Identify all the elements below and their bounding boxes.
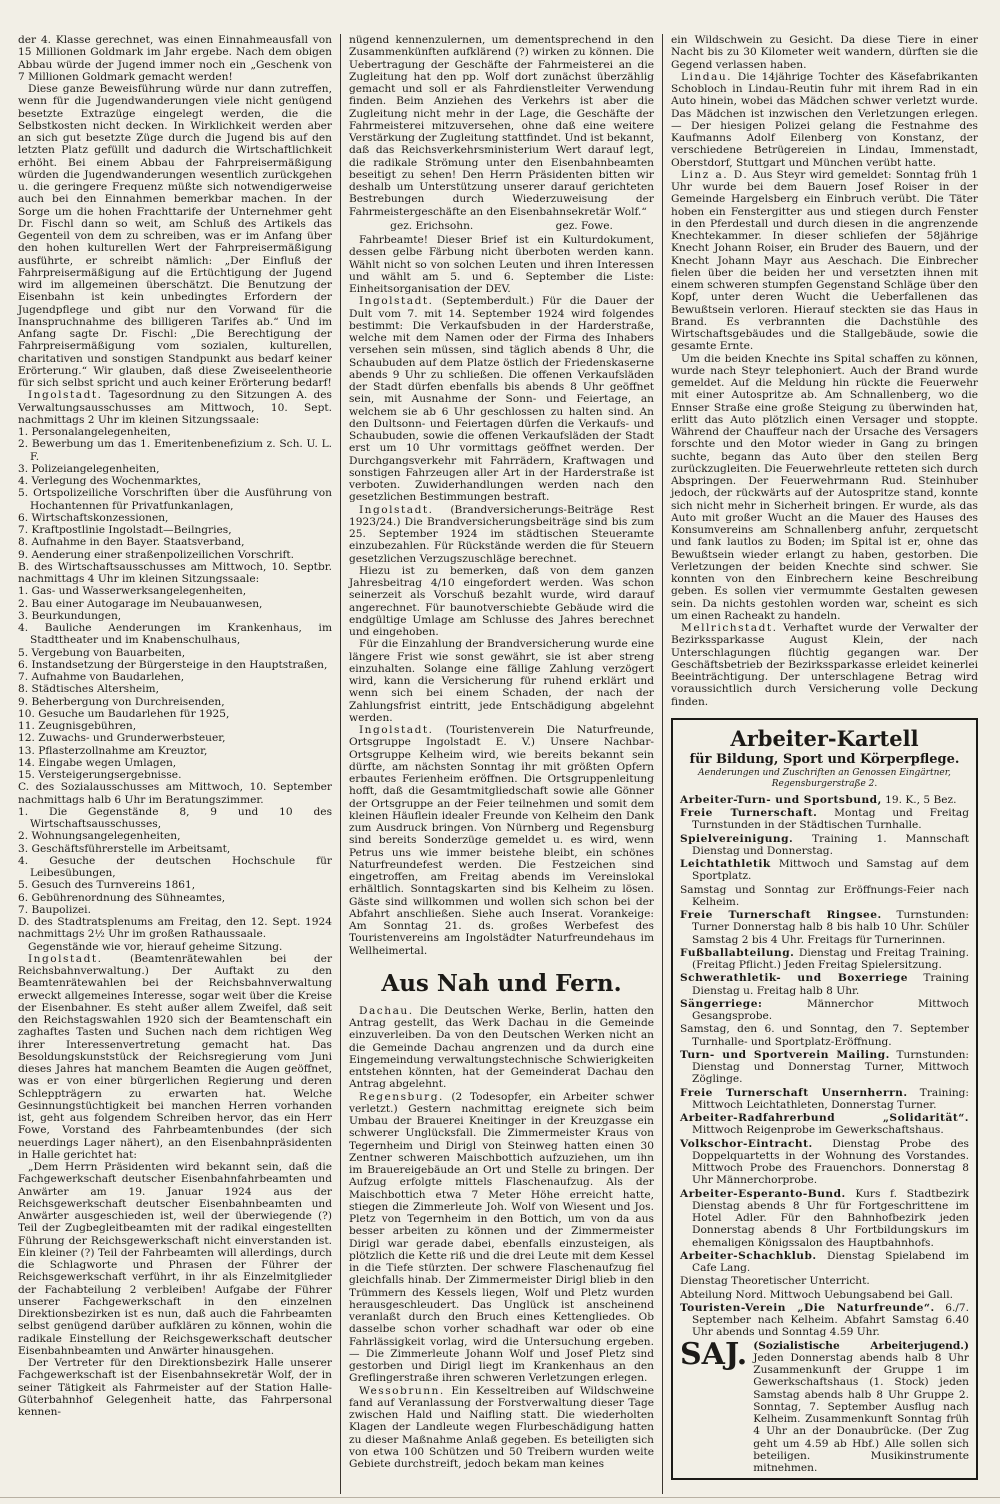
kartell-entry [680, 884, 969, 909]
article-wessobrunn: Wessobrunn. Ein Kesseltreiben auf Wildschweine fand auf Veranlassung der Forstverwaltung dieser Tage zwischen Hald und Naifling statt. Die wiederholten Klagen der Landleute wegen Flurbeschädigung hatten zu dieser Maßnahme Anlaß gegeben. Es beteiligten sich von etwa 100 Schützen und 50 Treibern wurden weite Gebiete durchstreift, jedoch bekam man keines [349, 1384, 654, 1470]
agenda-tail: Gegenstände wie vor, hierauf geheime Sitzung. [28, 940, 283, 953]
paragraph: Hiezu ist zu bemerken, daß von dem ganzen Jahresbeitrag 4/10 eingefordert werden. Was schon seinerzeit als Vorschuß bezahlt wurde, wird darauf angerechnet. Für baunotverschiebte Gebäude wird die endgültige Umlage am Schlusse des Jahres berechnet und eingehoben. [349, 564, 654, 638]
list-item: 12. Zuwachs- und Grunderwerbsteuer, [18, 732, 226, 745]
kartell-entry-text: Kurs f. Stadtbezirk Dienstag abends 8 Uhr für Fortgeschrittene im Hotel Adler. Für den Bahnhofbezirk jeden Donnerstag abends 8 Uhr Fortbildungskurs im ehemaligen Königssalon des Hauptbahnhofs. [692, 1187, 969, 1249]
dateline: Lindau. [681, 70, 733, 83]
list-item: 11. Zeugnisgebühren, [18, 720, 137, 732]
kartell-entry-text: Männerchor Mittwoch Gesangsprobe. [692, 997, 969, 1022]
agenda-list-c [18, 806, 332, 916]
kartell-entry-text: Dienstag Probe des Doppelquartetts in der Wohnung des Vorstandes. Mittwoch Probe des Frauenchors. Donnerstag 8 Uhr Männerchorprobe. [692, 1137, 969, 1187]
saj-org: (Sozialistische Arbeiterjugend.) [753, 1339, 969, 1352]
kartell-entry-org: Arbeiter-Esperanto-Bund. [680, 1187, 846, 1200]
article-brand: Ingolstadt. (Brandversicherungs-Beiträge Rest 1923/24.) Die Brandversicherungsbeiträge sind bis zum 25. September 1924 im städtischen Steueramte einzubezahlen. Für Rückstände werden die für Steuern gesetzlichen Verzugszuschläge berechnet. [349, 503, 654, 565]
kartell-entry [680, 1188, 969, 1249]
article-lindau: Lindau. Die 14jährige Tochter des Käsefabrikanten Schobloch in Lindau-Reutin fuhr mit ihrem Rad in ein Auto hinein, wobei das Mädchen schwer verletzt wurde. Das Mädchen ist inzwischen den Verletzungen erlegen. — Der hiesigen Polizei gelang die Festnahme des Kaufmanns Adolf Eilenberg von Konstanz, der verschiedene Betrügereien in Lindau, Immenstadt, Oberstdorf, Stuttgart und München verübt hatte. [671, 70, 979, 169]
article-naturfreunde: Ingolstadt. (Touristenverein Die Naturfreunde, Ortsgruppe Ingolstadt E. V.) Unsere Nachbar-Ortsgruppe Kelheim wird, wie bereits bekannt sein dürfte, am nächsten Sonntag ihr mit größten Opfern erbautes Ferienheim eröffnen. Die Ortsgruppenleitung hofft, daß die Gesamtmitgliedschaft sowie alle Gönner der Ortsgruppe an der Feier teilnehmen und somit dem kleinen Häuflein idealer Freunde von Kelheim den Dank zum Ausdruck bringen. Von Nürnberg und Regensburg sind bereits Sonderzüge gemeldet u. es wird, wenn Petrus uns wie immer beistehe bleibt, ein schönes Naturfreundefest werden. Die Festzeichen sind eingetroffen, am Freitag abends im Vereinslokal erhältlich. Sonntagskarten sind bis Kelheim zu lösen. Gäste sind willkommen und wollen sich schon bei der Abfahrt anschließen. Siehe auch Inserat. Vorankeige: Am Sonntag 21. ds. großes Werbefest des Touristenvereins am Ingolstädter Naturfreundehaus im Wellheimertal. [349, 724, 654, 957]
paragraph: Für die Einzahlung der Brandversicherung wurde eine längere Frist wie sonst gewährt, sie ist aber streng einzuhalten. Solange eine fällige Zahlung verzögert wird, kann die Versicherung für ruhend erklärt und wenn sich bei einem Schaden, der nach der Zahlungsfrist eintritt, jede Entschädigung abgelehnt werden. [349, 638, 654, 724]
kartell-entry-org: Sängerriege: [680, 997, 763, 1010]
list-item: 5. Vergebung von Bauarbeiten, [18, 646, 186, 659]
paragraph: Fahrbeamte! Dieser Brief ist ein Kulturdokument, dessen gelbe Färbung nicht überboten werden kann. Wählt nicht so von solchen Leuten und ihren Interessen und wählt am 5. und 6. September die Liste: Einheitsorganisation der DEV. [349, 234, 654, 295]
list-item: 3. Beurkundungen, [18, 609, 122, 622]
signature-right: gez. Fowe. [555, 219, 613, 232]
list-item: 15. Versteigerungsergebnisse. [18, 769, 182, 781]
kartell-entry-org: Schwerathletik- und Boxerriege [680, 972, 908, 985]
kartell-entry-org: Freie Turnerschaft. [680, 807, 818, 819]
kartell-entry-text: Samstag, den 6. und Sonntag, den 7. September Turnhalle- und Sportplatz-Eröffnung. [680, 1023, 969, 1048]
column-1 [10, 34, 340, 1494]
list-item: 1. Die Gegenstände 8, 9 und 10 des Wirtschaftsausschusses, [18, 805, 332, 830]
paragraph: Um die beiden Knechte ins Spital schaffen zu können, wurde nach Steyr telephoniert. Auch der Brand wurde gemeldet. Auf die Meldung hin rückte die Feuerwehr mit einer Autospritze ab. Am Schnallenberg, wo die Ennser Straße eine große Steigung zu überwinden hat, erlitt das Auto plötzlich einen Versager und stoppte. Während der Chauffeur nach der Ursache des Versagers forschte und den Motor wieder in Gang zu bringen suchte, begann das Auto über den steilen Berg zurückzugleiten. Die Feuerwehrleute retteten sich durch Abspringen. Der Feuerwehrmann Rud. Steinhuber jedoch, der rückwärts auf der Autospritze stand, konnte sich nicht mehr in Sicherheit bringen. Er wurde, als das Auto mit großer Wucht an die Mauer des Hauses des Konsumvereins am Schnallenberg anfuhr, zerquetscht und fank lautlos zu Boden; im Spital ist er, ohne das Bewußtsein wieder erlangt zu haben, gestorben. Die Verletzungen der beiden Knechte sind schwer. Sie konnten von den Einbrechern keine Beschreibung geben. Es sollen vier vermummte Gestalten gewesen sein. Da nichts gestohlen worden war, scheint es sich um einen Racheakt zu handeln. [671, 352, 978, 622]
paragraph: „Dem Herrn Präsidenten wird bekannt sein, daß die Fachgewerkschaft deutscher Eisenbahnfahrbeamten und Anwärter am 19. Januar 1924 aus der Reichsgewerkschaft deutscher Eisenbahnbeamten und Anwärter ausgeschieden ist, weil der überwiegende (?) Teil der Zugbegleitbeamten mit der radikal eingestellten Führung der Reichsgewerkschaft nicht einverstanden ist. Ein kleiner (?) Teil der Fahrbeamten will allerdings, durch die Schlagworte und Phrasen der Führer der Reichsgewerkschaft verführt, in ihr als Einzelmitglieder der Fachabteilung 2 verbleiben! Aufgabe der Führer unserer Fachgewerkschaft in den einzelnen Direktionsbezirken ist es nun, daß auch die Fahrbeamten selbst genügend darüber aufklären zu können, wohin die radikale Einstellung der Reichsgewerkschaft deutscher Eisenbahnbeamten und Anwärter hinausgehen. [18, 1161, 332, 1357]
kartell-entry [680, 794, 969, 806]
list-item: 4. Verlegung des Wochenmarktes, [18, 475, 202, 487]
list-item: 9. Aenderung einer straßenpolizeilichen Vorschrift. [18, 548, 295, 561]
list-item: 6. Gebührenordnung des Sühneamtes, [18, 891, 226, 904]
agenda-c-intro: C. des Sozialausschusses am Mittwoch, 10. September nachmittags halb 6 Uhr im Beratungszimmer. [18, 781, 332, 806]
kartell-entry-text: Mittwoch Reigenprobe im Gewerkschaftshaus. [692, 1124, 944, 1137]
article-dachau: Dachau. Die Deutschen Werke, Berlin, hatten den Antrag gestellt, das Werk Dachau in die Gemeinde einzuverleiben. Da von den Deutschen Werken nicht an die Gemeinde Dachau angrenzen und da durch eine Eingemeindung verwaltungstechnische Schwierigkeiten entstehen könnten, hat der Gemeinderat Dachau den Antrag abgelehnt. [349, 1004, 654, 1091]
kartell-entry-org: Fußballabteilung. [680, 946, 795, 959]
list-item: 7. Baupolizei. [18, 903, 91, 916]
kartell-entry [680, 858, 969, 883]
dateline: Regensburg. [359, 1090, 444, 1103]
kartell-entry-text: Training: Mittwoch Leichtathleten, Donnerstag Turner. [692, 1086, 969, 1111]
list-item: 6. Instandsetzung der Bürgersteige in den Hauptstraßen, [18, 658, 328, 671]
kartell-entry-org: Arbeiter-Schachklub. [680, 1249, 817, 1262]
kartell-entry [680, 947, 969, 972]
signature-left: gez. Erichsohn. [390, 219, 474, 232]
list-item: 2. Bewerbung um das 1. Emeritenbenefizium z. Sch. U. L. F. [18, 438, 332, 463]
article-mellrichstadt: Mellrichstadt. Verhaftet wurde der Verwalter der Bezirkssparkasse August Klein, der nach Unterschlagungen flüchtig gegangen war. Der Geschäftsbetrieb der Bezirkssparkasse erleidet keinerlei Beeinträchtigung. Der unterschlagene Betrag wird voraussichtlich durch Versicherung volle Deckung finden. [671, 622, 978, 708]
paragraph: der 4. Klasse gerechnet, was einen Einnahmeausfall von 15 Millionen Goldmark im Jahr ergebe. Nach dem obigen Abbau würde der Jugend immer noch ein „Geschenk von 7 Millionen Goldmark gemacht werden! [18, 34, 332, 83]
list-item: 3. Geschäftsführerstelle im Arbeitsamt, [18, 842, 231, 855]
list-item: 6. Wirtschaftskonzessionen, [18, 511, 169, 524]
kartell-entry-text: Samstag und Sonntag zur Eröffnungs-Feier nach Kelheim. [680, 883, 969, 908]
list-item: 5. Gesuch des Turnvereins 1861, [18, 879, 196, 892]
saj-entry [680, 1336, 969, 1475]
kartell-entry-text: Abteilung Nord. Mittwoch Uebungsabend bei Gall. [680, 1288, 953, 1301]
dateline: Dachau. [359, 1004, 414, 1017]
column-3 [662, 34, 986, 1494]
kartell-entry-org: Freie Turnerschaft Ringsee. [680, 909, 882, 921]
list-item: 4. Bauliche Aenderungen im Krankenhaus, im Stadttheater und im Knabenschulhaus, [18, 622, 332, 647]
kartell-entry-org: Touristen-Verein „Die Naturfreunde“. [680, 1301, 935, 1314]
article-beamtenraete: Ingolstadt. (Beamtenrätewahlen bei der Reichsbahnverwaltung.) Der Auftakt zu den Beamtenrätewahlen bei der Reichsbahnverwaltung erweckt allgemeines Interesse, sogar weit über die Kreise der Eisenbahner. Es steht außer allem Zweifel, daß seit den Reichstagswahlen 1920 sich der Beamtenschaft ein zaghaftes Tasten und Suchen nach dem richtigen Weg ihrer Interessenvertretung gemacht hat. Das Besoldungskunststück der Reichsregierung vom Juni dieses Jahres hat manchem Beamten die Augen geöffnet, was er von einer bürgerlichen Regierung und deren Schleppträgern zu erwarten hat. Welche Gesinnungstüchtigkeit bei manchen Herren vorhanden ist, geht aus folgendem Schreiben hervor, das ein Herr Fowe, Vorstand des Fahrbeamtenbundes (der sich neuerdings Lager nähert), an den Eisenbahnpräsidenten in Halle gerichtet hat: [18, 952, 333, 1161]
list-item: 1. Personalangelegenheiten, [18, 426, 171, 438]
arbeiter-kartell-box [671, 718, 978, 1481]
kartell-entry [680, 1023, 969, 1048]
kartell-entry-text: Turnstunden: Turner Donnerstag halb 8 bis halb 10 Uhr. Schüler Samstag 2 bis 4 Uhr. Freitags für Turnerinnen. [692, 909, 969, 946]
dateline: Ingolstadt. [359, 724, 434, 736]
kartell-note: Aenderungen und Zuschriften an Genossen Eingärtner, Regensburgerstraße 2. [698, 767, 951, 789]
kartell-entry-text: 19. K., 5 Bez. [885, 793, 957, 806]
dateline: Mellrichstadt. [681, 622, 778, 634]
kartell-entry-text: Dienstag Theoretischer Unterricht. [680, 1275, 870, 1288]
dateline: Ingolstadt. [359, 295, 434, 308]
kartell-entry [680, 1302, 969, 1339]
saj-text: Jeden Donnerstag abends halb 8 Uhr Zusammenkunft der Gruppe 1 im Gewerkschaftshaus (1. Stock) jeden Samstag abends halb 8 Uhr Gruppe 2. Sonntag, 7. September Ausflug nach Kelheim. Zusammenkunft Sonntag früh 4 Uhr an der Donaubrücke. (Der Zug geht um 4.59 ab Hbf.) Alle sollen sich beteiligen. Musikinstrumente mitnehmen. [753, 1351, 969, 1474]
list-item: 8. Aufnahme in den Bayer. Staatsverband, [18, 536, 245, 549]
paragraph: ein Wildschwein zu Gesicht. Da diese Tiere in einer Nacht bis zu 30 Kilometer weit wandern, dürften sie die Gegend verlassen haben. [671, 34, 978, 71]
list-item: 10. Gesuche um Baudarlehen für 1925, [18, 707, 230, 720]
list-item: 4. Gesuche der deutschen Hochschule für Leibesübungen, [18, 854, 332, 879]
kartell-entry-org: Spielvereinigung. [680, 832, 794, 845]
kartell-entry-org: Leichtathletik [680, 858, 771, 870]
list-item: 9. Beherbergung von Durchreisenden, [18, 695, 225, 708]
agenda-d: D. des Stadtratsplenums am Freitag, den 12. Sept. 1924 nachmittags 2½ Uhr im großen Rathaussaale. [18, 916, 332, 941]
list-item: 14. Eingabe wegen Umlagen, [18, 756, 177, 769]
list-item: 7. Aufnahme von Baudarlehen, [18, 671, 185, 683]
article-dult: Ingolstadt. (Septemberdult.) Für die Dauer der Dult vom 7. mit 14. September 1924 wird folgendes bestimmt: Die Verkaufsbuden in der Harderstraße, welche mit dem Namen oder der Firma des Inhabers versehen sein müssen, sind täglich abends 8 Uhr, die Schaubuden auf dem Platze östlich der Friedenskaserne abends 9 Uhr zu schließen. Die offenen Verkaufsläden der Stadt dürfen ebenfalls bis abends 8 Uhr geöffnet sein, mit Ausnahme der Sonn- und Feiertage, an welchem sie ab 6 Uhr geschlossen zu halten sind. An den Dultsonn- und Feiertagen dürfen die Verkaufs- und Schaubuden, sowie die offenen Verkaufsläden der Stadt erst um 10 Uhr vormittags geöffnet werden. Der Durchgangsverkehr mit Fahrrädern, Kraftwagen und sonstigen Fahrzeugen aller Art in der Harderstraße ist verboten. Zuwiderhandlungen werden nach den gesetzlichen Bestimmungen bestraft. [349, 295, 654, 504]
signatures [349, 220, 654, 232]
paragraph: Diese ganze Beweisführung würde nur dann zutreffen, wenn für die Jugendwanderungen viele nicht genügend besetzte Extrazüge eingelegt werden, die die Selbstkosten nicht decken. In Wirklichkeit werden aber an sich gut besetzte Züge durch die Jugend bis auf den letzten Platz gefüllt und dadurch die Wirtschaftlichkeit erhöht. Bei einem Abbau der Fahrpreisermäßigung würden die Jugendwanderungen wesentlich zurückgehen u. die geringere Frequenz müßte sich notwendigerweise auch bei den Einnahmen bemerkbar machen. In der Sorge um die hohen Frachttarife der Unternehmer geht Dr. Fischl dann so weit, am Schluß des Artikels das Gegenteil von dem zu schreiben, was er im Anfang über den hohen kulturellen Wert der Fahrpreisermäßigung ausführte, er schreibt nämlich: „Der Einfluß der Fahrpreisermäßigung auf die Ertüchtigung der Jugend wird im allgemeinen überschätzt. Die Benutzung der Eisenbahn ist kein unbedingtes Erfordern der Jugendpflege und gibt nur den Vorwand für die Inanspruchnahme des billigeren Tarifes ab.“ Und im Anfang sagte Dr. Fischl: „Die Berechtigung der Fahrpreisermäßigung vom sozialen, kulturellen, charitativen und sonstigen Standpunkt aus bedarf keiner Erörterung.“ Wir glauben, daß diese Zweiseelentheorie für sich selbst spricht und auch keiner Erörterung bedarf! [18, 83, 332, 389]
list-item: 1. Gas- und Wasserwerksangelegenheiten, [18, 585, 247, 598]
dateline: Ingolstadt. [359, 503, 434, 516]
kartell-entry [680, 1049, 969, 1086]
kartell-entry [680, 1138, 969, 1187]
dateline: Ingolstadt. [28, 952, 103, 965]
dateline: Ingolstadt. [28, 389, 103, 402]
kartell-entry-text: Dienstag und Freitag Training. (Freitag Pflicht.) Jeden Freitag Spielersitzung. [692, 946, 969, 971]
kartell-entry [680, 1112, 969, 1137]
kartell-entries [680, 794, 969, 1339]
agenda-intro: Ingolstadt. Tagesordnung zu den Sitzungen A. des Verwaltungsausschusses am Mittwoch, 10. Sept. nachmittags 2 Uhr im kleinen Sitzungssaale: [18, 389, 332, 426]
kartell-entry [680, 1250, 969, 1275]
kartell-entry-text: Turnstunden: Dienstag und Donnerstag Turner, Mittwoch Zöglinge. [692, 1048, 969, 1086]
kartell-entry-org: Arbeiter-Turn- und Sportsbund, [680, 793, 882, 806]
list-item: 2. Wohnungsangelegenheiten, [18, 830, 181, 843]
kartell-entry-text: Training Dienstag u. Freitag halb 8 Uhr. [692, 972, 969, 997]
kartell-entry [680, 833, 969, 858]
kartell-entry [680, 972, 969, 997]
list-item: 2. Bau einer Autogarage im Neubauanwesen, [18, 597, 263, 610]
kartell-entry-org: Turn- und Sportverein Mailing. [680, 1048, 890, 1061]
kartell-entry [680, 807, 969, 832]
article-linz: Linz a. D. Aus Steyr wird gemeldet: Sonntag früh 1 Uhr wurde bei dem Bauern Josef Roiser in der Gemeinde Hargelsberg ein Einbruch verübt. Die Täter hoben ein Fenstergitter aus und stiegen durch Fenster in den Pferdestall und durch diesen in die angrenzende Knechtekammer. In dieser schliefen der 58jährige Knecht Johann Roiser, ein Bruder des Bauern, und der Knecht Johann Mayr aus Aeschach. Die Einbrecher fielen über die beiden her und versetzten ihnen mit einem schweren stumpfen Gegenstand Schläge über den Kopf, unter deren Wucht die Ueberfallenen das Bewußtsein verloren. Hierauf steckten sie das Haus in Brand. Es verbrannten die Dachstühle des Wirtschaftsgebäudes und die Stallgebäude, sowie die gesamte Ernte. [671, 168, 979, 353]
kartell-entry-text: 6./7. September nach Kelheim. Abfahrt Samstag 6.40 Uhr abends und Sonntag 4.59 Uhr. [692, 1301, 969, 1339]
kartell-entry-text: Mittwoch und Samstag auf dem Sportplatz. [692, 858, 969, 883]
kartell-entry [680, 998, 969, 1023]
saj-logo: SAJ. [680, 1336, 748, 1372]
list-item: 5. Ortspolizeiliche Vorschriften über die Ausführung von Hochantennen für Privatfunkanlagen, [18, 487, 332, 512]
kartell-entry [680, 1087, 969, 1112]
list-item: 8. Städtisches Altersheim, [18, 683, 159, 696]
list-item: 7. Kraftpostlinie Ingolstadt—Beilngries, [18, 524, 232, 536]
kartell-entry-org: Arbeiter-Radfahrerbund „Solidarität“. [680, 1112, 969, 1124]
kartell-entry [680, 909, 969, 946]
column-2 [340, 34, 662, 1494]
agenda-list-a [18, 426, 332, 561]
list-item: 3. Polizeiangelegenheiten, [18, 462, 160, 475]
section-title: Aus Nah und Fern. [381, 969, 622, 997]
kartell-entry [680, 1275, 969, 1287]
kartell-entry-text: Training 1. Mannschaft Dienstag und Donnerstag. [692, 832, 969, 857]
kartell-entry [680, 1289, 969, 1301]
paragraph: nügend kennenzulernen, um dementsprechend in den Zusammenkünften aufklärend (?) wirken zu können. Die Uebertragung der Geschäfte der Fahrmeisterei an die Zugleitung hat den pp. Wolf dort zunächst überzählig gemacht und soll er als Fahrdienstleiter Verwendung finden. Beim Anziehen des Verkehrs ist aber die Zugleitung nicht mehr in der Lage, die Geschäfte der Fahrmeisterei mitzuversehen, ohne daß eine weitere Verstärkung der Zugleitung stattfindet. Und ist bekannt, daß das Reichsverkehrsministerium Wert darauf legt, die radikale Strömung unter den Eisenbahnbeamten beseitigt zu sehen! Den Herrn Präsidenten bitten wir deshalb um Unterstützung unserer darauf gerichteten Bestrebungen durch Wiederzuweisung der Fahrmeistergeschäfte an den Eisenbahnsekretär Wolf.“ [349, 34, 654, 218]
dateline: Linz a. D. [681, 168, 749, 181]
article-regensburg: Regensburg. (2 Todesopfer, ein Arbeiter schwer verletzt.) Gestern nachmittag ereignete sich beim Umbau der Brauerei Kneitinger in der Kreuzgasse ein schwerer Unglücksfall. Die Zimmermeister Kraus von Tegernheim und Dirigl von Steinweg hatten einen 30 Zentner schweren Maischbottich aufzuziehen, um ihn im Brauereigebäude an Ort und Stelle zu bringen. Der Aufzug erfolgte mittels Flaschenaufzug. Als der Maischbottich etwa 7 Meter Höhe erreicht hatte, stiegen die Zimmerleute Joh. Wolf von Wiesent und Jos. Pletz von Tegernheim in den Bottich, um von da aus besser arbeiten zu können und der Zimmermeister Dirigl war gerade dabei, ebenfalls einzusteigen, als plötzlich die Kette riß und die drei Leute mit dem Kessel in die Tiefe stürzten. Der schwere Flaschenaufzug fiel gleichfalls hinab. Der Zimmermeister Dirigl blieb in den Trümmern des Kessels liegen, Wolf und Pletz wurden herausgeschleudert. Das Unglück ist anscheinend veranlaßt durch den Bruch eines Kettengliedes. Ob dasselbe schon vorher schadhaft war oder ob eine Fahrlässigkeit vorlag, wird die Untersuchung ergeben. — Die Zimmerleute Johann Wolf und Josef Pletz sind gestorben und Dirigl liegt im Krankenhaus an den Greflingerstraße ihren schweren Verletzungen erlegen. [349, 1090, 654, 1385]
bottom-rule [0, 1497, 1000, 1498]
kartell-entry-org: Volkschor-Eintracht. [680, 1137, 813, 1150]
kartell-entry-text: Montag und Freitag Turnstunden in der Städtischen Turnhalle. [692, 807, 969, 832]
kartell-title: Arbeiter-Kartell [730, 725, 919, 751]
list-item: 13. Pflasterzollnahme am Kreuztor, [18, 744, 208, 757]
kartell-subtitle: für Bildung, Sport und Körperpflege. [689, 751, 960, 767]
kartell-entry-text: Dienstag Spielabend im Cafe Lang. [692, 1249, 969, 1274]
kartell-entry-org: Freie Turnerschaft Unsernherrn. [680, 1086, 908, 1099]
agenda-list-b [18, 585, 332, 781]
paragraph: Der Vertreter für den Direktionsbezirk Halle unserer Fachgewerkschaft ist der Eisenbahnsekretär Wolf, der in seiner Tätigkeit als Fahrmeister auf der Station Halle-Güterbahnhof Gelegenheit hatte, das Fahrpersonal kennen- [18, 1357, 332, 1418]
dateline: Wessobrunn. [359, 1384, 445, 1397]
agenda-b-intro: B. des Wirtschaftsausschusses am Mittwoch, 10. Septbr. nachmittags 4 Uhr im kleinen Sitzungssaale: [18, 560, 332, 585]
